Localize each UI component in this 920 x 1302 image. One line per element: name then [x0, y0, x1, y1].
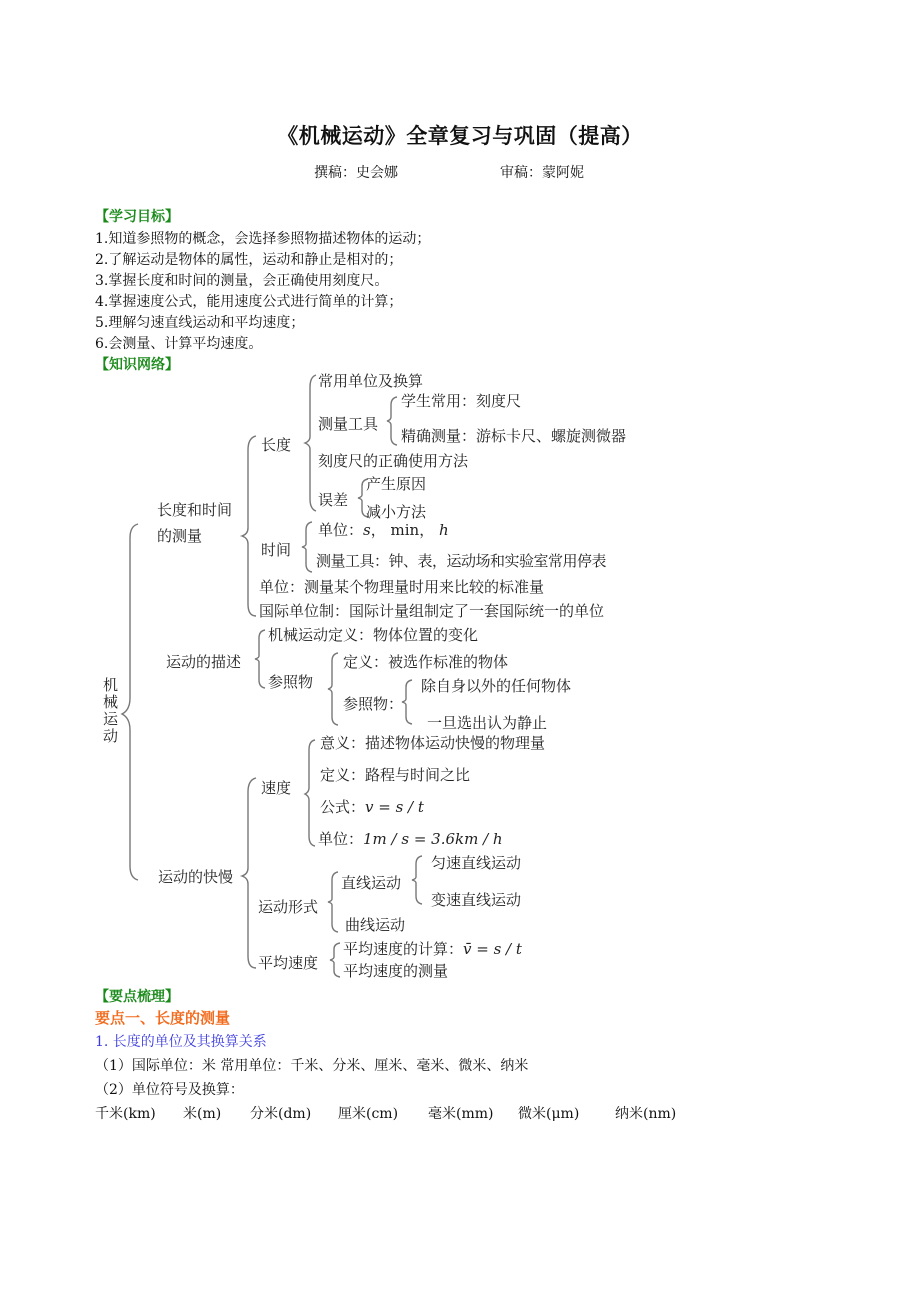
speed-brace [303, 738, 319, 848]
sub1-title: 1. 长度的单位及其换算关系 [95, 1034, 267, 1050]
straight-motion: 直线运动 [341, 874, 402, 892]
objective-item: 4.掌握速度公式，能用速度公式进行简单的计算； [95, 294, 403, 310]
curved-motion: 曲线运动 [345, 916, 406, 934]
speed-formula [320, 796, 424, 817]
average-calc-label: 平均速度的计算： [343, 940, 464, 958]
document-title: 《机械运动》全章复习与巩固（提高） [277, 124, 643, 148]
objective-item: 2.了解运动是物体的属性，运动和静止是相对的； [95, 252, 403, 268]
speed-label: 速度 [261, 779, 292, 797]
reference-definition: 定义：被选作标准的物体 [343, 653, 509, 671]
time-units-prefix: 单位： [318, 521, 364, 539]
straight-brace [410, 854, 426, 906]
unit-dm: 分米(dm) [250, 1106, 312, 1122]
speed-unit-label: 单位： [318, 830, 364, 848]
forms-brace [326, 870, 342, 934]
speed-formula-value: v = s / t [365, 798, 424, 816]
time-brace [300, 520, 316, 574]
root-brace [120, 522, 140, 882]
key-line-1: （1）国际单位：米 常用单位：千米、分米、厘米、毫米、微米、纳米 [95, 1058, 529, 1074]
time-label: 时间 [261, 541, 292, 559]
unit-nm: 纳米(nm) [615, 1106, 677, 1122]
forms-label: 运动形式 [258, 898, 319, 916]
average-speed-label: 平均速度 [258, 954, 319, 972]
root-label: 机械运动 [103, 676, 119, 745]
variable-motion: 变速直线运动 [431, 891, 522, 909]
time-tools: 测量工具：钟、表，运动场和实验室常用停表 [316, 552, 607, 570]
reference-brace [326, 651, 342, 727]
ruler-use: 刻度尺的正确使用方法 [318, 452, 469, 470]
speed-unit-value: 1m / s = 3.6km / h [363, 830, 503, 848]
unit-h: h [438, 521, 449, 539]
reference-sub-label: 参照物： [343, 695, 404, 713]
average-calc [343, 938, 522, 959]
motion-definition: 机械运动定义：物体位置的变化 [268, 626, 479, 644]
reviewer-label: 审稿：蒙阿妮 [500, 165, 584, 181]
objectives-heading: 【学习目标】 [95, 209, 179, 225]
error-label: 误差 [318, 491, 349, 509]
error-reduce: 减小方法 [366, 503, 427, 521]
unit-definition: 单位：测量某个物理量时用来比较的标准量 [259, 578, 545, 596]
measure-label-1: 长度和时间 [157, 501, 233, 519]
unit-s: s [363, 521, 371, 539]
speed-definition: 定义：路程与时间之比 [320, 766, 471, 784]
unit-min: min [390, 521, 420, 539]
average-measure: 平均速度的测量 [343, 962, 449, 980]
uniform-motion: 匀速直线运动 [431, 854, 522, 872]
describe-label: 运动的描述 [166, 653, 242, 671]
tool-student: 学生常用：刻度尺 [401, 392, 522, 410]
reference-any: 除自身以外的任何物体 [421, 677, 572, 695]
speed-section-brace [240, 776, 260, 970]
objective-item: 1.知道参照物的概念，会选择参照物描述物体的运动； [95, 231, 431, 247]
speed-meaning: 意义：描述物体运动快慢的物理量 [320, 734, 546, 752]
tools-brace [385, 395, 401, 447]
objective-item: 3.掌握长度和时间的测量，会正确使用刻度尺。 [95, 273, 389, 289]
si-definition: 国际单位制：国际计量组制定了一套国际统一的单位 [259, 602, 605, 620]
reference-static: 一旦选出认为静止 [427, 714, 548, 732]
speed-section-label: 运动的快慢 [158, 868, 234, 886]
key-points-heading: 【要点梳理】 [95, 989, 179, 1005]
average-brace [328, 941, 344, 979]
error-cause: 产生原因 [366, 475, 427, 493]
objective-item: 5.理解匀速直线运动和平均速度； [95, 315, 305, 331]
point1-title: 要点一、长度的测量 [95, 1009, 231, 1027]
unit-mm: 毫米(mm) [428, 1106, 494, 1122]
length-units: 常用单位及换算 [318, 372, 424, 390]
speed-formula-label: 公式： [320, 798, 366, 816]
measure-label-2: 的测量 [157, 527, 203, 545]
average-calc-formula: v̄ = s / t [463, 940, 522, 958]
reference-label: 参照物 [268, 673, 314, 691]
objective-item: 6.会测量、计算平均速度。 [95, 336, 263, 352]
unit-um: 微米(μm) [518, 1106, 580, 1122]
describe-brace [253, 628, 269, 690]
reference-sub-brace [400, 678, 416, 726]
unit-km: 千米(km) [95, 1106, 156, 1122]
unit-m: 米(m) [183, 1106, 222, 1122]
speed-unit [318, 828, 503, 849]
network-heading: 【知识网络】 [95, 357, 179, 373]
tool-precise: 精确测量：游标卡尺、螺旋测微器 [401, 427, 627, 445]
key-line-2: （2）单位符号及换算： [95, 1082, 244, 1098]
length-tools-label: 测量工具 [318, 415, 379, 433]
length-label: 长度 [261, 436, 292, 454]
unit-cm: 厘米(cm) [338, 1106, 399, 1122]
author-label: 撰稿：史会娜 [314, 165, 398, 181]
measure-brace [240, 434, 260, 618]
time-units: 单位：s， min， h [318, 521, 449, 539]
